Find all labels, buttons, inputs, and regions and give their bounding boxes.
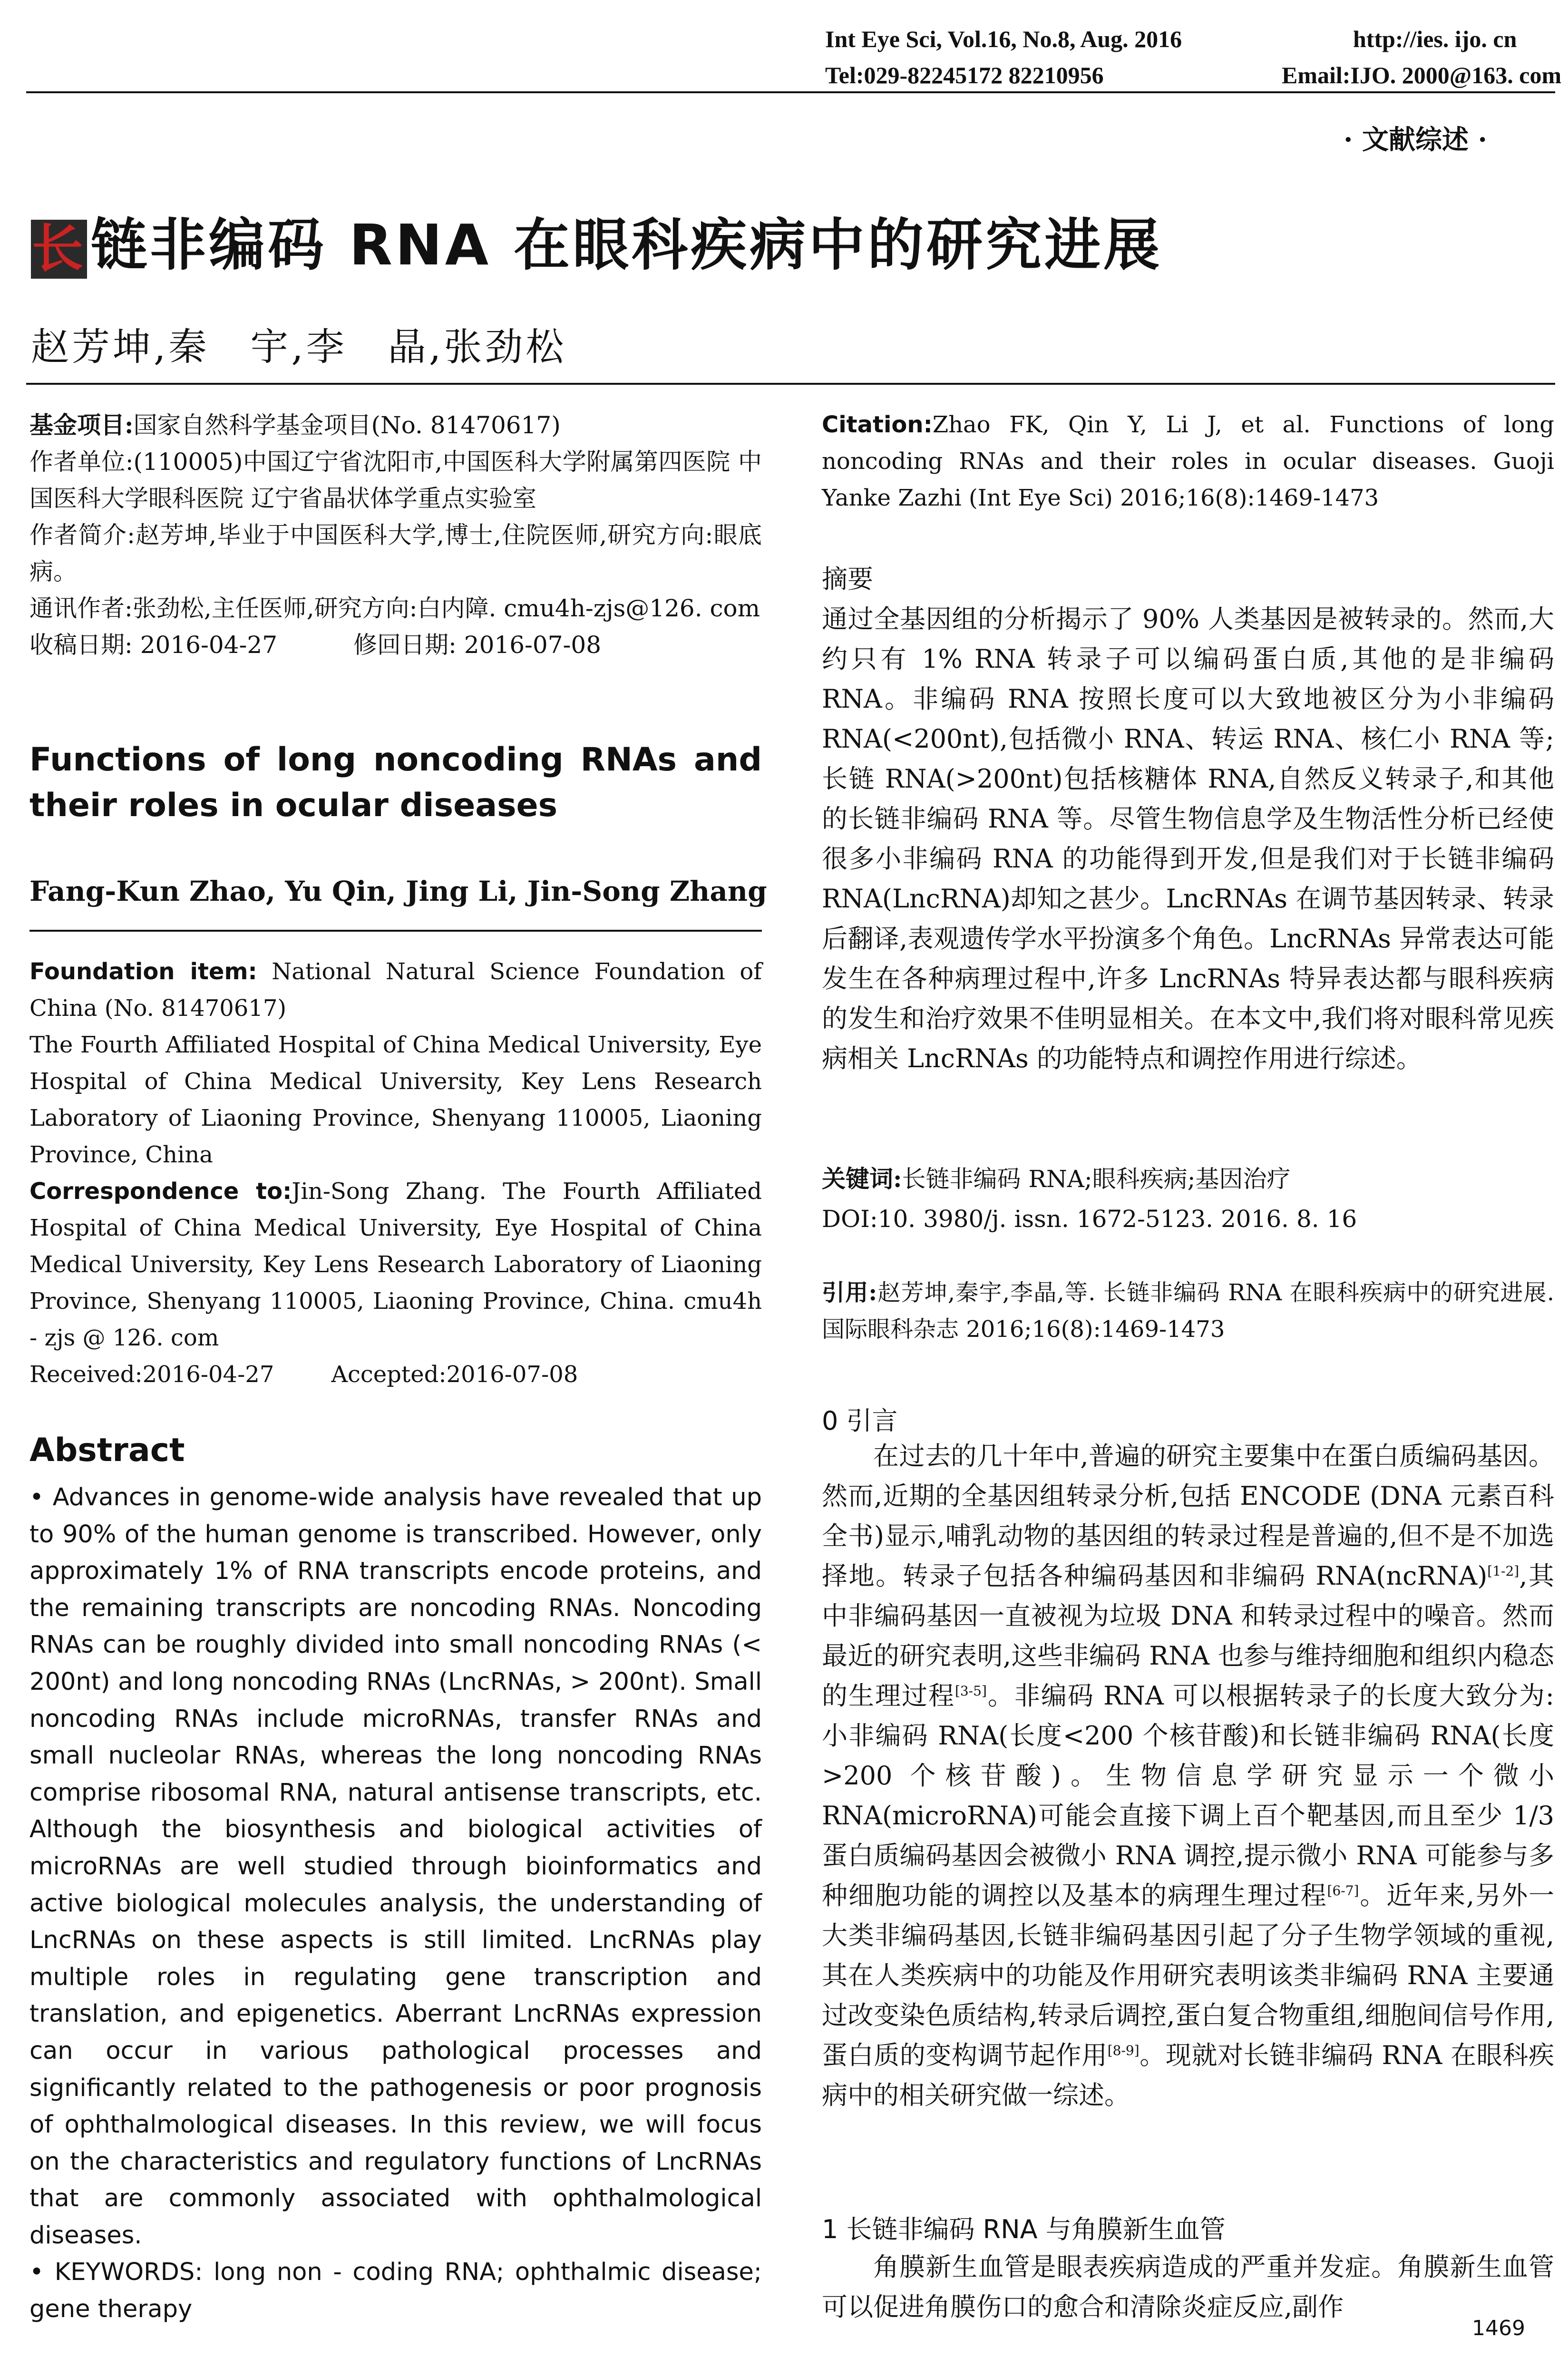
sec0-part-4: 。近年来,另外一大类非编码基因,长链非编码基因引起了分子生物学领域的重视,其在人类疾病中的功能及作用研究表明该类非编码 RNA 主要通过改变染色质结构,转录后调控,蛋白复合物重组,细胞间信号作用,蛋白质的变构调节起作用 (822, 1880, 1554, 2070)
title-badge: 长 (31, 219, 86, 279)
dates-line (29, 627, 762, 663)
keywords-cn-label: 关键词: (822, 1165, 902, 1193)
authors-cn: 赵芳坤,秦 宇,李 晶,张劲松 (31, 325, 567, 369)
journal-tel: Tel:029-82245172 82210956 (825, 62, 1104, 88)
cite-cn (822, 1275, 1554, 1348)
authors-rule (29, 930, 762, 932)
en-dates-line (29, 1356, 762, 1393)
english-metadata (29, 954, 762, 1393)
header-rule (26, 91, 1555, 93)
fund-label: 基金项目: (29, 411, 134, 439)
title-text: 链非编码 RNA 在眼科疾病中的研究进展 (91, 212, 1163, 278)
foundation-line (29, 954, 762, 1027)
ref-8-9: [8-9] (1107, 2043, 1139, 2058)
corr-label: 通讯作者: (29, 594, 133, 622)
ref-3-5: [3-5] (954, 1683, 987, 1699)
cite-cn-text: 赵芳坤,秦宇,李晶,等. 长链非编码 RNA 在眼科疾病中的研究进展. 国际眼科杂志 2016;16(8):1469-1473 (822, 1279, 1554, 1343)
ref-1-2: [1-2] (1487, 1563, 1519, 1579)
bio-line (29, 517, 762, 590)
correspondence-line (29, 1173, 762, 1356)
corr-text: 张劲松,主任医师,研究方向:白内障. cmu4h-zjs@126. com (132, 594, 760, 622)
foundation-label: Foundation item: (29, 958, 257, 985)
ref-6-7: [6-7] (1327, 1883, 1359, 1899)
affil-label: 作者单位: (29, 448, 134, 476)
bio-label: 作者简介: (29, 521, 136, 549)
en-accepted: Accepted:2016-07-08 (331, 1361, 578, 1388)
corr-line (29, 590, 762, 627)
bio-text: 赵芳坤,毕业于中国医科大学,博士,住院医师,研究方向:眼底病。 (29, 521, 762, 585)
abstract-english (29, 1479, 762, 2328)
cite-cn-label: 引用: (822, 1279, 877, 1306)
cn-metadata (29, 407, 762, 663)
correspondence-text: Jin-Song Zhang. The Fourth Affiliated Hospital of China Medical University, Eye Hospital of China Medical University, Key Lens Research Laboratory of Liaoning Province, Shenyang 110005, Liaoning Province, China. cmu4h - zjs @ 126. com (29, 1178, 762, 1351)
foundation-text: National Natural Science Foundation of China (No. 81470617) (29, 958, 762, 1022)
received-date: 收稿日期: 2016-04-27 (29, 631, 278, 659)
section-0-heading: 0 引言 (822, 1406, 898, 1436)
journal-url: http://ies. ijo. cn (1353, 26, 1517, 52)
page-number: 1469 (1472, 2316, 1525, 2340)
title-rule (26, 383, 1555, 385)
keywords-cn-text: 长链非编码 RNA;眼科疾病;基因治疗 (902, 1165, 1291, 1193)
article-title (31, 200, 1162, 281)
sec0-part-3: 。非编码 RNA 可以根据转录子的长度大致分为:小非编码 RNA(长度<200 个核苷酸)和长链非编码 RNA(长度>200 个核苷酸)。生物信息学研究显示一个微小 RNA(microRNA)可能会直接下调上百个靶基因,而且至少 1/3 蛋白质编码基因会被微小 RNA 调控,提示微小 RNA 可能参与多种细胞功能的调控以及基本的病理生理过程 (822, 1681, 1554, 1910)
section-1-body: 角膜新生血管是眼表疾病造成的严重并发症。角膜新生血管可以促进角膜伤口的愈合和清除炎症反应,副作 (822, 2252, 1554, 2322)
sec0-part-2: ,其中非编码基因一直被视为垃圾 DNA 和转录过程中的噪音。然而最近的研究表明,这些非编码 RNA 也参与维持细胞和组织内稳态的生理过程 (822, 1561, 1554, 1711)
abstract-heading: Abstract (29, 1432, 185, 1469)
en-received: Received:2016-04-27 (29, 1361, 274, 1388)
section-0-body (822, 1436, 1554, 2115)
revised-date: 修回日期: 2016-07-08 (353, 631, 602, 659)
section-1-heading: 1 长链非编码 RNA 与角膜新生血管 (822, 2214, 1226, 2244)
fund-text: 国家自然科学基金项目(No. 81470617) (133, 411, 561, 439)
journal-info: Int Eye Sci, Vol.16, No.8, Aug. 2016 (825, 26, 1182, 52)
affil-line (29, 444, 762, 517)
sec0-part-5: 。现就对长链非编码 RNA 在眼科疾病中的相关研究做一综述。 (822, 2040, 1555, 2110)
abstract-text: • Advances in genome-wide analysis have revealed that up to 90% of the human genome is transcribed. However, only approximately 1% of RNA transcripts encode proteins, and the remaining transcripts are noncoding RNAs. Noncoding RNAs can be roughly divided into small noncoding RNAs (< 200nt) and long noncoding RNAs (LncRNAs, > 200nt). Small noncoding RNAs include microRNAs, transfer RNAs and small nucleolar RNAs, whereas the long noncoding RNAs comprise ribosomal RNA, natural antisense transcripts, etc. Although the biosynthesis and biological activities of microRNAs are well studied through bioinformatics and active biological molecules analysis, the understanding of LncRNAs on these aspects is still limited. LncRNAs play multiple roles in regulating gene transcription and translation, and epigenetics. Aberrant LncRNAs expression can occur in various pathological processes and significantly related to the pathogenesis or poor prognosis of ophthalmological diseases. In this review, we will focus on the characteristics and regulatory functions of LncRNAs that are commonly associated with ophthalmological diseases. (29, 1483, 762, 2250)
english-title: Functions of long noncoding RNAs and their roles in ocular diseases (29, 741, 762, 824)
fund-line (29, 407, 762, 444)
journal-email: Email:IJO. 2000@163. com (1282, 62, 1562, 88)
citation-label: Citation: (822, 411, 933, 438)
citation-block (822, 407, 1554, 516)
citation-text: Zhao FK, Qin Y, Li J, et al. Functions of long noncoding RNAs and their roles in ocular diseases. Guoji Yanke Zazhi (Int Eye Sci) 2016;16(8):1469-1473 (822, 411, 1554, 511)
english-authors: Fang-Kun Zhao, Yu Qin, Jing Li, Jin-Song Zhang (29, 875, 767, 907)
doi: DOI:10. 3980/j. issn. 1672-5123. 2016. 8. 16 (822, 1205, 1357, 1233)
keywords-english: • KEYWORDS: long non - coding RNA; ophthalmic disease; gene therapy (29, 2258, 762, 2324)
correspondence-label: Correspondence to: (29, 1178, 292, 1205)
affil-text: (110005)中国辽宁省沈阳市,中国医科大学附属第四医院 中国医科大学眼科医院 辽宁省晶状体学重点实验室 (29, 448, 762, 512)
affiliation-line: The Fourth Affiliated Hospital of China Medical University, Eye Hospital of China Medical University, Key Lens Research Laboratory of Liaoning Province, Shenyang 110005, Liaoning Province, China (29, 1032, 762, 1168)
keywords-cn (822, 1160, 1554, 1198)
abstract-cn: 通过全基因组的分析揭示了 90% 人类基因是被转录的。然而,大约只有 1% RNA 转录子可以编码蛋白质,其他的是非编码 RNA。非编码 RNA 按照长度可以大致地被区分为小非编码 RNA(<200nt),包括微小 RNA、转运 RNA、核仁小 RNA 等;长链 RNA(>200nt)包括核糖体 RNA,自然反义转录子,和其他的长链非编码 RNA 等。尽管生物信息学及生物活性分析已经使很多小非编码 RNA 的功能得到开发,但是我们对于长链非编码 RNA(LncRNA)却知之甚少。LncRNAs 在调节基因转录、转录后翻译,表观遗传学水平扮演多个角色。LncRNAs 异常表达可能发生在各种病理过程中,许多 LncRNAs 特异表达都与眼科疾病的发生和治疗效果不佳明显相关。在本文中,我们将对眼科常见疾病相关 LncRNAs 的功能特点和调控作用进行综述。 (822, 604, 1554, 1073)
section-tag: · 文献综述 · (1344, 124, 1487, 156)
abstract-cn-heading: 摘要 (822, 564, 873, 594)
sec0-part-1: 在过去的几十年中,普遍的研究主要集中在蛋白质编码基因。然而,近期的全基因组转录分析,包括 ENCODE (DNA 元素百科全书)显示,哺乳动物的基因组的转录过程是普遍的,但不是不加选择地。转录子包括各种编码基因和非编码 RNA(ncRNA) (822, 1441, 1554, 1591)
